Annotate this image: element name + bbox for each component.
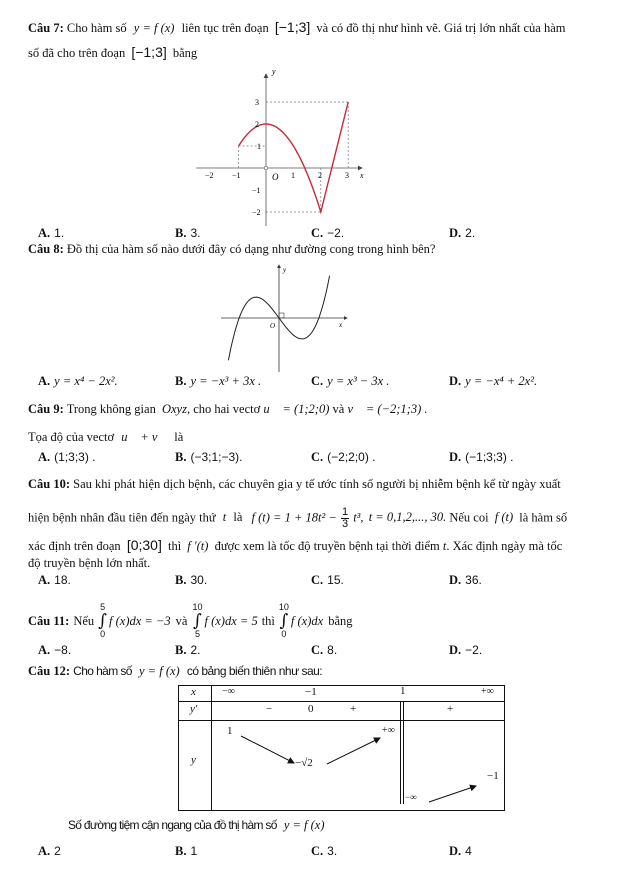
option-label: B. (175, 374, 187, 388)
q10-label: Câu 10: (28, 477, 71, 491)
table-y-value: −1 (487, 770, 499, 782)
option-value: 4 (465, 844, 472, 858)
q8-origin-label: O (270, 322, 276, 330)
q9-text-2: , cho hai vectơ (186, 402, 261, 416)
option-value: (−1;3;3) . (465, 450, 514, 464)
q7-curve (239, 102, 349, 212)
table-arrows (179, 686, 506, 812)
table-x-value: −∞ (222, 686, 235, 697)
q7-xtick: −1 (232, 171, 241, 180)
table-yp-sign: 0 (308, 703, 314, 715)
option-value: y = x⁴ − 2x². (54, 374, 118, 388)
option-label: B. (175, 226, 187, 240)
q9-vector-v: v⃗ = (−2;1;3) . (347, 402, 428, 416)
option-value: y = −x³ + 3x . (190, 374, 262, 388)
q11-text-2: và (175, 613, 188, 628)
q10-line-2d: là hàm số (519, 510, 568, 525)
q11-int3-body: f (x)dx (290, 613, 324, 628)
q7-y-label: y (272, 68, 276, 76)
table-y-value: −∞ (405, 792, 417, 802)
q12-func: y = f (x) (138, 664, 180, 678)
q7-line-2 (28, 44, 197, 61)
q10-line-1-text: Sau khi phát hiện dịch bệnh, các chuyên gia y tế ước tính số người bị nhiễm bệnh kể từ ngày xuất (73, 477, 561, 491)
q10-option-a[interactable] (38, 573, 71, 588)
q9-option-b[interactable] (175, 450, 243, 465)
q7-interval: [−1;3] (274, 19, 311, 35)
q9-line-2 (28, 430, 183, 445)
option-value: y = −x⁴ + 2x². (465, 374, 538, 388)
q8-graph (215, 262, 355, 374)
q7-ytick: −1 (252, 186, 261, 195)
q9-line-1 (28, 402, 428, 417)
q10-formula-b: t³, (353, 510, 364, 525)
q7-ytick: 3 (255, 98, 259, 107)
table-y-value: 1 (227, 725, 233, 737)
q10-t: t (222, 510, 227, 525)
q10-interval: [0;30] (126, 537, 162, 553)
q10-formula-a: f (t) = 1 + 18t² − (251, 510, 337, 525)
q8-y-label: y (283, 266, 287, 274)
integral-sign: ∫ (193, 611, 202, 631)
q10-frac-num: 1 (341, 506, 349, 518)
q7-option-c[interactable] (311, 226, 344, 241)
q9-text-1: Trong không gian (66, 402, 156, 416)
q7-text-5: bằng (172, 46, 198, 60)
q11-text-1: Nếu (73, 613, 95, 628)
q7-x-label: x (360, 171, 364, 180)
option-label: A. (38, 844, 51, 858)
arrow-down-icon (241, 736, 294, 763)
q10-frac-den: 3 (341, 518, 349, 530)
option-value: (−3;1;−3). (190, 450, 243, 464)
q9-text-3: và (332, 402, 345, 416)
q10-line-3 (28, 537, 562, 554)
q7-interval-2: [−1;3] (131, 44, 167, 60)
q12-label: Câu 12: (28, 664, 71, 678)
q11-int1-body: f (x)dx = −3 (109, 613, 171, 628)
table-yp-label: y′ (190, 703, 198, 715)
q7-ytick: 1 (257, 142, 261, 151)
q11-text-3: thì (261, 613, 275, 628)
q10-line-2b: là (233, 510, 243, 525)
q11-option-b[interactable] (175, 643, 200, 658)
option-value: 36. (465, 573, 482, 587)
q7-xtick: 3 (345, 171, 349, 180)
q11-label: Câu 11: (28, 613, 70, 628)
q11-option-a[interactable] (38, 643, 71, 658)
q8-option-b[interactable] (175, 374, 261, 389)
q11-int2-upper: 10 (192, 602, 203, 612)
q11-text-4: bằng (328, 613, 353, 628)
arrow-up-icon (429, 786, 476, 802)
q10-line-3a: xác định trên đoạn (28, 539, 121, 553)
q10-t-range: t = 0,1,2,..., 30. (368, 510, 447, 525)
q11-int3-lower: 0 (281, 629, 287, 639)
option-label: C. (311, 450, 324, 464)
q9-option-c[interactable] (311, 450, 376, 465)
option-label: C. (311, 844, 324, 858)
q10-line-3c: được xem là tốc độ truyền bệnh tại thời điểm (214, 539, 440, 553)
q11-integral-2 (192, 603, 257, 639)
q11-option-c[interactable] (311, 643, 337, 658)
option-value: 1. (54, 226, 65, 240)
option-value: (−2;2;0) . (327, 450, 376, 464)
q7-xtick: 2 (318, 171, 322, 180)
q9-vector-u: u⃗ = (1;2;0) (263, 402, 330, 416)
q9-label: Câu 9: (28, 402, 64, 416)
q12-text-1: Cho hàm số (73, 664, 132, 678)
option-value: y = x³ − 3x . (327, 374, 390, 388)
q12-question-text: Số đường tiệm cận ngang của đồ thị hàm số (68, 818, 277, 832)
q10-fpt: f ′(t) (187, 539, 209, 553)
option-label: B. (175, 450, 187, 464)
option-label: A. (38, 450, 51, 464)
table-x-value: 1 (400, 685, 406, 697)
q7-text-4: số đã cho trên đoạn (28, 46, 126, 60)
q7-line-1 (28, 19, 566, 36)
option-value: 2. (190, 643, 201, 657)
q7-ytick: −2 (252, 208, 261, 217)
q10-ft: f (t) (494, 510, 514, 525)
q7-origin-label: O (272, 172, 279, 182)
q10-line-2a: hiện bệnh nhân đầu tiên đến ngày thứ (28, 510, 216, 525)
arrow-up-icon (327, 738, 380, 764)
q11-int1-upper: 5 (100, 602, 106, 612)
q7-func: y = f (x) (133, 21, 175, 35)
option-label: C. (311, 226, 324, 240)
q9-text-5: là (174, 430, 184, 444)
option-label: D. (449, 573, 462, 587)
q10-option-c[interactable] (311, 573, 344, 588)
q9-option-a[interactable] (38, 450, 96, 465)
option-label: C. (311, 374, 324, 388)
q7-ytick: 2 (255, 120, 259, 129)
option-value: 15. (327, 573, 344, 587)
q10-line-1 (28, 477, 561, 492)
option-value: −2. (465, 643, 483, 657)
q7-text-1: Cho hàm số (66, 21, 127, 35)
option-label: A. (38, 226, 51, 240)
q12-option-a[interactable] (38, 844, 61, 859)
option-value: 8. (327, 643, 338, 657)
option-value: −8. (54, 643, 72, 657)
q8-label: Câu 8: (28, 242, 64, 256)
q12-option-c[interactable] (311, 844, 337, 859)
q11-int1-lower: 0 (100, 629, 106, 639)
table-x-value: +∞ (481, 686, 494, 697)
option-label: D. (449, 844, 462, 858)
integral-sign: ∫ (279, 611, 289, 631)
option-label: D. (449, 374, 462, 388)
q12-line (28, 664, 322, 679)
option-label: B. (175, 573, 187, 587)
q8-option-c[interactable] (311, 374, 389, 389)
q7-option-d[interactable] (449, 226, 475, 241)
integral-sign: ∫ (98, 611, 108, 631)
q7-xtick: 1 (291, 171, 295, 180)
q12-option-d[interactable] (449, 844, 472, 859)
q10-line-4 (28, 556, 150, 571)
option-label: D. (449, 643, 462, 657)
q12-question (68, 818, 325, 833)
option-label: D. (449, 226, 462, 240)
q7-option-a[interactable] (38, 226, 64, 241)
table-y-value: +∞ (382, 725, 395, 736)
q9-sum: u⃗ + v⃗ (121, 430, 168, 444)
q11-integral-1 (98, 603, 171, 639)
q11-int2-body: f (x)dx = 5 (204, 613, 258, 628)
q8-x-label: x (339, 321, 343, 329)
option-value: (1;3;3) . (54, 450, 96, 464)
q7-text-2: liên tục trên đoạn (181, 21, 269, 35)
table-x-value: −1 (305, 686, 317, 698)
option-value: 3. (327, 844, 338, 858)
table-yp-sign: + (350, 703, 357, 715)
option-label: B. (175, 643, 187, 657)
q9-space: Oxyz (161, 402, 187, 416)
option-label: B. (175, 844, 187, 858)
option-value: 1 (190, 844, 198, 858)
q10-t-2: t (442, 539, 447, 553)
q7-origin-dot (264, 166, 268, 170)
q11-line (28, 600, 353, 642)
q10-line-4-text: độ truyền bệnh lớn nhất. (28, 556, 151, 570)
table-yp-sign: − (266, 703, 273, 715)
q7-guides (239, 102, 349, 212)
q7-xtick: −2 (205, 171, 214, 180)
q10-option-b[interactable] (175, 573, 207, 588)
option-label: C. (311, 573, 324, 587)
q11-int2-lower: 5 (194, 629, 200, 639)
table-y-label: y (191, 754, 196, 766)
q8-text: Đồ thị của hàm số nào dưới đây có dạng như đường cong trong hình bên? (66, 242, 436, 256)
option-label: A. (38, 573, 51, 587)
q12-text-2: có bảng biến thiên như sau: (186, 664, 323, 678)
q12-func-2: y = f (x) (283, 818, 325, 832)
q9-option-d[interactable] (449, 450, 514, 465)
q8-option-d[interactable] (449, 374, 537, 389)
q7-label: Câu 7: (28, 21, 64, 35)
q10-line-2 (28, 507, 567, 530)
q8-option-a[interactable] (38, 374, 118, 389)
q11-option-d[interactable] (449, 643, 482, 658)
q7-graph (190, 68, 370, 228)
q12-variation-table (178, 685, 505, 811)
option-value: 2. (465, 226, 476, 240)
q11-integral-3 (279, 603, 323, 639)
option-label: A. (38, 374, 51, 388)
table-x-label: x (191, 686, 196, 698)
table-y-value: −√2 (295, 757, 313, 769)
q10-line-2c: Nếu coi (449, 510, 489, 525)
table-yp-sign: + (447, 703, 454, 715)
q7-text-3: và có đồ thị như hình vẽ. Giá trị lớn nhất của hàm (316, 21, 566, 35)
option-value: −2. (327, 226, 345, 240)
q8-right-angle-mark (279, 313, 284, 318)
option-value: 2 (54, 844, 61, 858)
q10-option-d[interactable] (449, 573, 482, 588)
q10-fraction (341, 507, 349, 530)
q9-text-4: Tọa độ của vectơ (28, 430, 115, 444)
option-label: C. (311, 643, 324, 657)
q12-option-b[interactable] (175, 844, 197, 859)
q8-line (28, 242, 435, 257)
q11-int3-upper: 10 (278, 602, 289, 612)
q7-option-b[interactable] (175, 226, 200, 241)
option-label: A. (38, 643, 51, 657)
q10-line-3d: . Xác định ngày mà tốc (446, 539, 563, 553)
option-value: 30. (190, 573, 208, 587)
option-value: 3. (190, 226, 201, 240)
option-label: D. (449, 450, 462, 464)
q10-line-3b: thì (167, 539, 182, 553)
option-value: 18. (54, 573, 71, 587)
